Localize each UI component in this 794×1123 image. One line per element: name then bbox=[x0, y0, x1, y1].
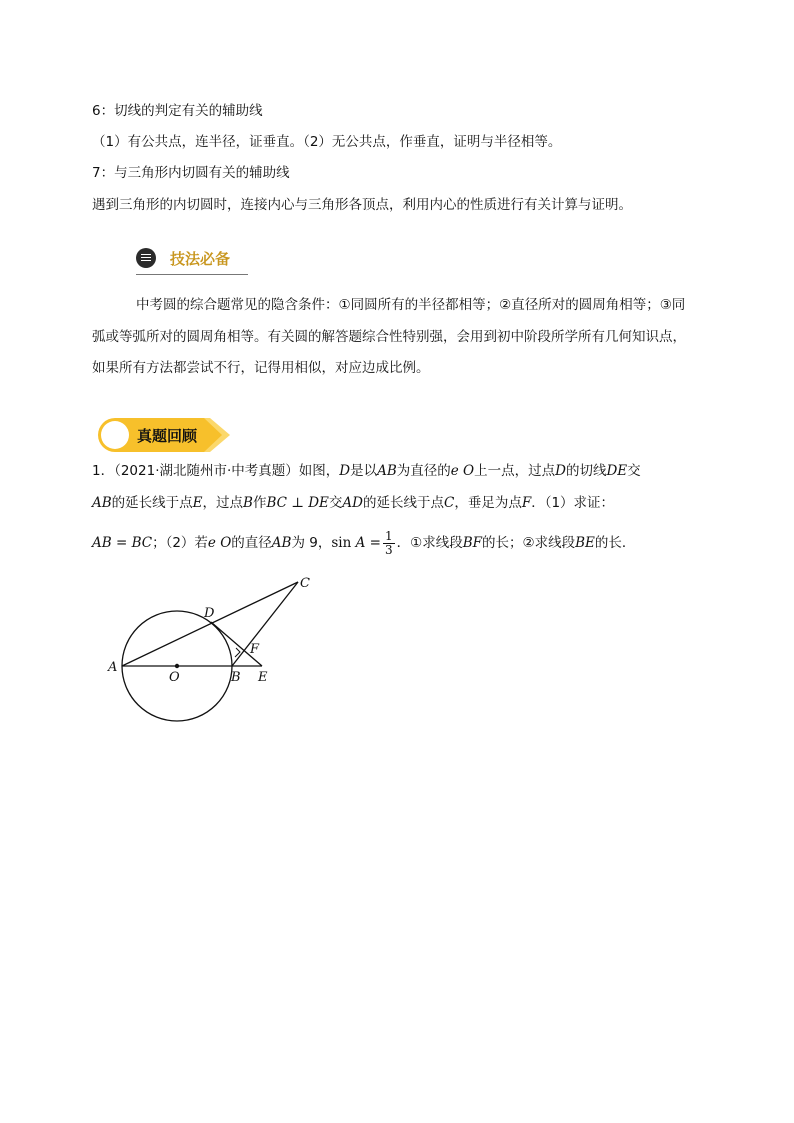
label-A: A bbox=[108, 660, 118, 675]
math-circle-O: e O bbox=[207, 535, 232, 551]
fraction-one-third bbox=[383, 530, 395, 557]
text-7a: 遇到三角形的内切圆时，连接内心与三角形各顶点，利用内心的性质进行有关计算与证明。 bbox=[92, 197, 632, 213]
text: 为直径的 bbox=[396, 463, 451, 479]
text: 作 bbox=[252, 495, 267, 511]
text: ．①求线段 bbox=[396, 535, 463, 551]
label-D: D bbox=[204, 606, 215, 621]
text: ，垂足为点 bbox=[454, 495, 522, 511]
fraction-denominator: 3 bbox=[384, 542, 393, 557]
math-D: D bbox=[339, 463, 351, 479]
math-sin: sin bbox=[331, 535, 352, 551]
math-F: F bbox=[521, 495, 532, 511]
text: 的长；②求线段 bbox=[482, 535, 576, 551]
math-B: B bbox=[243, 495, 253, 511]
math-AB-eq-BC: AB = BC bbox=[92, 535, 153, 551]
problem-line-1 bbox=[92, 462, 641, 480]
geometry-figure bbox=[100, 570, 330, 730]
skill-paragraph-line-3: 如果所有方法都尝试不行，记得用相似，对应边成比例。 bbox=[92, 360, 430, 376]
banner-circle-icon bbox=[101, 421, 129, 449]
fraction-numerator: 1 bbox=[384, 528, 393, 543]
heading-6: 6：切线的判定有关的辅助线 bbox=[92, 103, 263, 119]
text: 的直径 bbox=[231, 535, 272, 551]
text: 为 9， bbox=[291, 535, 332, 551]
book-icon bbox=[136, 248, 156, 268]
skill-paragraph-line-2: 弧或等弧所对的圆周角相等。有关圆的解答题综合性特别强，会用到初中阶段所学所有几何知识点， bbox=[92, 329, 686, 345]
label-B: B bbox=[231, 670, 241, 685]
review-title: 真题回顾 bbox=[137, 427, 198, 445]
text: 是以 bbox=[350, 463, 378, 479]
heading-7: 7：与三角形内切圆有关的辅助线 bbox=[92, 165, 290, 181]
math-D: D bbox=[555, 463, 566, 479]
problem-source: 1．（2021·湖北随州市·中考真题）如图， bbox=[92, 463, 340, 479]
text: 的延长线于点 bbox=[111, 495, 193, 511]
skill-paragraph-line-1: 中考圆的综合题常见的隐含条件：①同圆所有的半径都相等；②直径所对的圆周角相等；③同 bbox=[136, 297, 686, 313]
segment-BC bbox=[232, 582, 298, 666]
right-angle-mark bbox=[235, 648, 240, 657]
text: ；（2）若 bbox=[152, 535, 208, 551]
math-AB: AB bbox=[377, 463, 397, 479]
text: ．（1）求证： bbox=[531, 495, 615, 511]
label-F: F bbox=[250, 642, 260, 657]
text: 交 bbox=[627, 463, 641, 479]
center-point-O bbox=[175, 664, 179, 668]
math-AB: AB bbox=[271, 535, 292, 551]
math-C: C bbox=[444, 495, 455, 511]
math-BF: BF bbox=[462, 535, 482, 551]
text: 上一点，过点 bbox=[474, 463, 556, 479]
text-6a: （1）有公共点，连半径，证垂直。（2）无公共点，作垂直，证明与半径相等。 bbox=[92, 134, 562, 150]
skill-section-header bbox=[136, 246, 248, 275]
text: 交 bbox=[328, 495, 343, 511]
problem-line-2 bbox=[92, 494, 614, 512]
segment-AC bbox=[122, 582, 298, 666]
skill-title: 技法必备 bbox=[170, 250, 231, 268]
text: 的延长线于点 bbox=[363, 495, 444, 511]
math-BE: BE bbox=[575, 535, 595, 551]
text: ，过点 bbox=[202, 495, 244, 511]
math-AB: AB bbox=[92, 495, 112, 511]
math-A-eq: A = bbox=[355, 535, 381, 551]
math-circle-O: e O bbox=[450, 463, 475, 479]
label-E: E bbox=[258, 670, 268, 685]
text: 的切线 bbox=[565, 463, 607, 479]
label-C: C bbox=[300, 576, 310, 591]
text: 的长． bbox=[594, 535, 636, 551]
math-BC-perp-DE: BC ⊥ DE bbox=[266, 495, 329, 511]
math-AD: AD bbox=[342, 495, 363, 511]
label-O: O bbox=[169, 670, 180, 685]
problem-line-3 bbox=[92, 528, 635, 558]
math-E: E bbox=[192, 495, 203, 511]
math-DE: DE bbox=[606, 463, 628, 479]
